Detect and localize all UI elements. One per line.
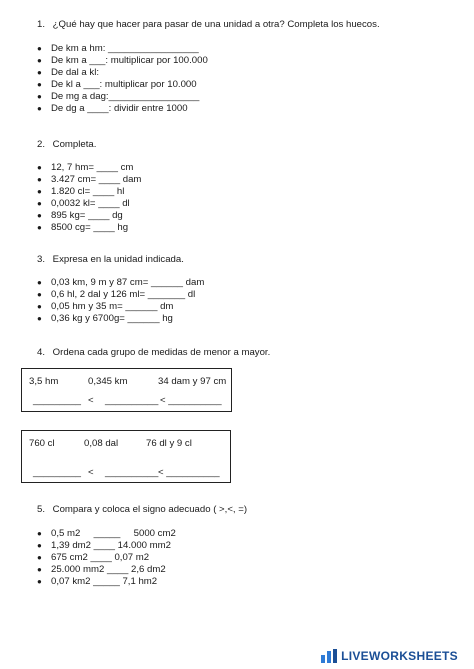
box-value: 760 cl [29, 438, 55, 449]
list-item: ● 25.000 mm2 ____ 2,6 dm2 [37, 564, 166, 575]
question-3-title: 3. Expresa en la unidad indicada. [37, 254, 184, 265]
list-item: ● De km a ___: multiplicar por 100.000 [37, 55, 208, 66]
list-item: ● 12, 7 hm= ____ cm [37, 162, 134, 173]
list-item: ● 0,07 km2 _____ 7,1 hm2 [37, 576, 158, 587]
brand-name: LIVEWORKSHEETS [341, 648, 458, 663]
list-item: ● 675 cm2 ____ 0,07 m2 [37, 552, 150, 563]
list-item: ● De mg a dag:_________________ [37, 91, 200, 102]
box-value: 76 dl y 9 cl [146, 438, 192, 449]
box-value: 34 dam y 97 cm [158, 376, 227, 387]
list-item: ● 0,36 kg y 6700g= ______ hg [37, 313, 173, 324]
list-item: ● 0,6 hl, 2 dal y 126 ml= _______ dl [37, 289, 196, 300]
answer-blank[interactable]: < __________ [158, 467, 220, 478]
box-value: 3,5 hm [29, 376, 59, 387]
list-item: ● 1.820 cl= ____ hl [37, 186, 125, 197]
liveworksheets-logo[interactable] [321, 649, 458, 663]
answer-blank[interactable]: _________ [33, 467, 82, 478]
answer-blank[interactable]: __________ [105, 467, 159, 478]
answer-blank[interactable]: _________ [33, 395, 82, 406]
list-item: ● 8500 cg= ____ hg [37, 222, 129, 233]
list-item: ● De dal a kl: [37, 67, 99, 78]
list-item: ● 895 kg= ____ dg [37, 210, 123, 221]
question-5-title: 5. Compara y coloca el signo adecuado ( >,<, =) [37, 504, 248, 515]
less-than-sign: < [88, 467, 94, 478]
answer-blank[interactable]: < __________ [160, 395, 222, 406]
list-item: ● De km a hm: _________________ [37, 43, 199, 54]
question-4-title: 4. Ordena cada grupo de medidas de menor a mayor. [37, 347, 271, 358]
list-item: ● De dg a ____: dividir entre 1000 [37, 103, 188, 114]
question-1-title: 1. ¿Qué hay que hacer para pasar de una unidad a otra? Completa los huecos. [37, 19, 380, 30]
list-item: ● 0,03 km, 9 m y 87 cm= ______ dam [37, 277, 205, 288]
question-2-title: 2. Completa. [37, 139, 97, 150]
list-item: ● 0,0032 kl= ____ dl [37, 198, 130, 209]
list-item: ● De kl a ___: multiplicar por 10.000 [37, 79, 197, 90]
list-item: ● 0,5 m2 _____ 5000 cm2 [37, 528, 176, 539]
liveworksheets-logo-icon [321, 649, 337, 663]
box-value: 0,08 dal [84, 438, 119, 449]
box-value: 0,345 km [88, 376, 128, 387]
list-item: ● 3.427 cm= ____ dam [37, 174, 142, 185]
answer-blank[interactable]: __________ [105, 395, 159, 406]
order-box-2 [21, 430, 231, 483]
list-item: ● 1,39 dm2 ____ 14.000 mm2 [37, 540, 172, 551]
order-box-1 [21, 368, 232, 412]
less-than-sign: < [88, 395, 94, 406]
list-item: ● 0,05 hm y 35 m= ______ dm [37, 301, 174, 312]
